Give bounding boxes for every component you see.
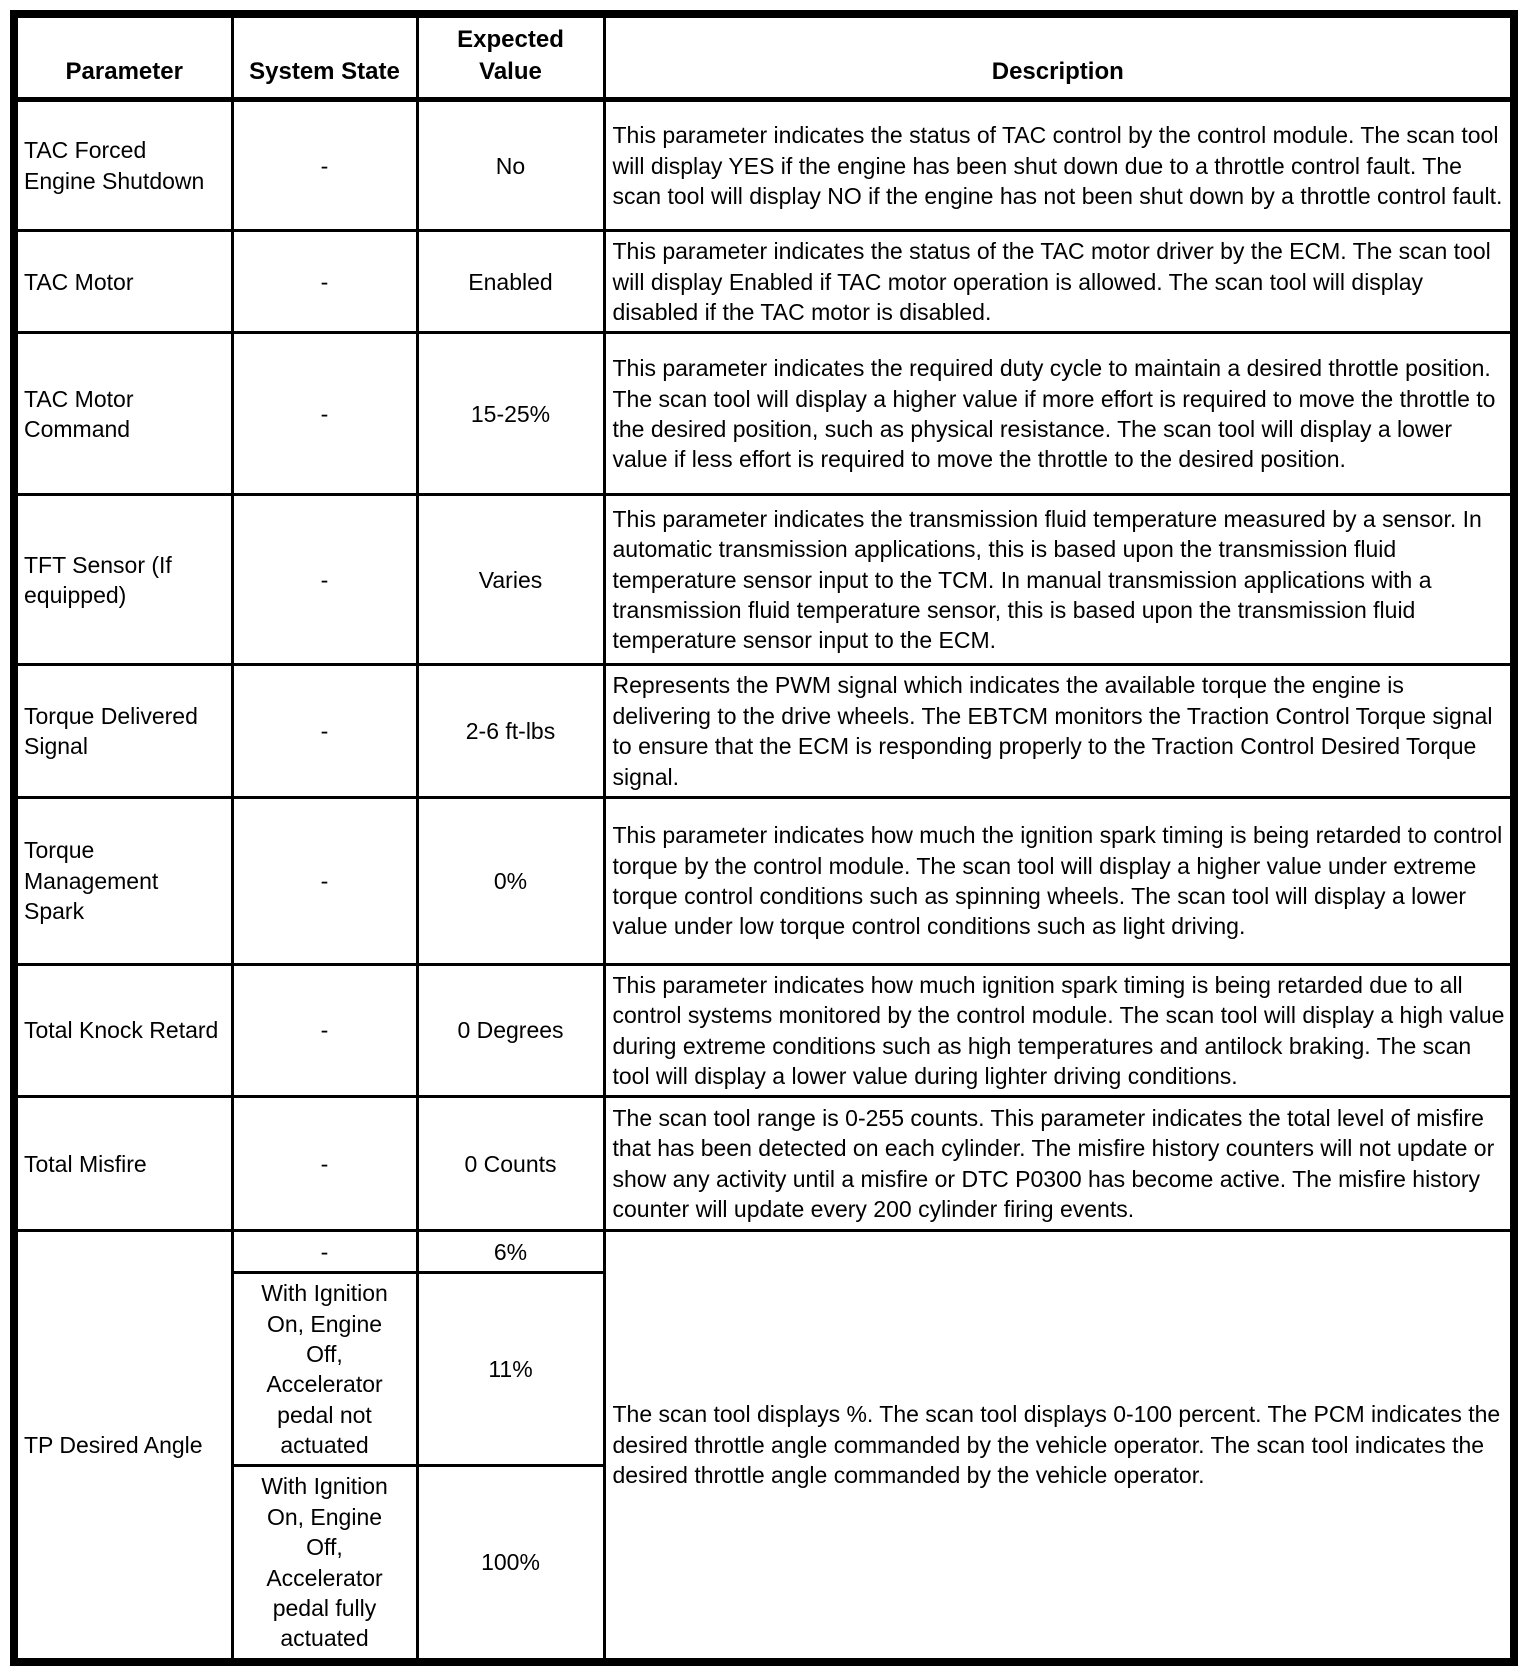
parameter-cell: TAC Motor xyxy=(14,231,232,333)
table-row xyxy=(14,665,1514,797)
table-row xyxy=(14,333,1514,495)
expected-value-cell: 0% xyxy=(417,797,604,964)
system-state-cell: - xyxy=(232,333,417,495)
expected-value-cell: Varies xyxy=(417,495,604,665)
description-cell: This parameter indicates how much ignition spark timing is being retarded due to all control systems monitored by the control module. The scan tool will display a high value during extreme conditions such as high temperatures and antilock braking. The scan tool will display a lower value during lighter driving conditions. xyxy=(604,964,1514,1096)
description-cell: This parameter indicates the status of the TAC motor driver by the ECM. The scan tool will display Enabled if TAC motor operation is allowed. The scan tool will display disabled if the TAC motor is disabled. xyxy=(604,231,1514,333)
parameter-cell: Torque Delivered Signal xyxy=(14,665,232,797)
expected-value-cell: 2-6 ft-lbs xyxy=(417,665,604,797)
col-header-description: Description xyxy=(604,14,1514,100)
description-cell: This parameter indicates the status of TAC control by the control module. The scan tool will display YES if the engine has been shut down due to a throttle control fault. The scan tool will display NO if the engine has not been shut down by a throttle control fault. xyxy=(604,100,1514,231)
parameter-cell: Torque Management Spark xyxy=(14,797,232,964)
description-cell: This parameter indicates the required duty cycle to maintain a desired throttle position. The scan tool will display a higher value if more effort is required to move the throttle to the desired position, such as physical resistance. The scan tool will display a lower value if less effort is required to move the throttle to the desired position. xyxy=(604,333,1514,495)
table-row xyxy=(14,1231,1514,1273)
table-row xyxy=(14,964,1514,1096)
parameter-cell: TAC Forced Engine Shutdown xyxy=(14,100,232,231)
table-row xyxy=(14,495,1514,665)
system-state-cell: - xyxy=(232,665,417,797)
description-cell: This parameter indicates the transmission fluid temperature measured by a sensor. In automatic transmission applications, this is based upon the transmission fluid temperature sensor input to the TCM. In manual transmission applications with a transmission fluid temperature sensor, this is based upon the transmission fluid temperature sensor input to the ECM. xyxy=(604,495,1514,665)
table-row xyxy=(14,1097,1514,1231)
expected-value-cell: 6% xyxy=(417,1231,604,1273)
system-state-cell: - xyxy=(232,1231,417,1273)
header-row xyxy=(14,14,1514,100)
parameter-cell: TP Desired Angle xyxy=(14,1231,232,1662)
system-state-cell: - xyxy=(232,964,417,1096)
system-state-cell: With Ignition On, Engine Off, Accelerator pedal fully actuated xyxy=(232,1466,417,1662)
parameter-cell: TFT Sensor (If equipped) xyxy=(14,495,232,665)
description-cell: This parameter indicates how much the ignition spark timing is being retarded to control torque by the control module. The scan tool will display a higher value under extreme torque control conditions such as spinning wheels. The scan tool will display a lower value under low torque control conditions such as light driving. xyxy=(604,797,1514,964)
system-state-cell: - xyxy=(232,1097,417,1231)
expected-value-cell: 0 Degrees xyxy=(417,964,604,1096)
col-header-system-state: System State xyxy=(232,14,417,100)
system-state-cell: - xyxy=(232,495,417,665)
expected-value-cell: 11% xyxy=(417,1273,604,1466)
system-state-cell: - xyxy=(232,231,417,333)
table-row xyxy=(14,797,1514,964)
system-state-cell: - xyxy=(232,797,417,964)
expected-value-cell: 100% xyxy=(417,1466,604,1662)
parameter-cell: TAC Motor Command xyxy=(14,333,232,495)
col-header-parameter: Parameter xyxy=(14,14,232,100)
table-row xyxy=(14,231,1514,333)
parameter-cell: Total Knock Retard xyxy=(14,964,232,1096)
expected-value-cell: No xyxy=(417,100,604,231)
expected-value-cell: 0 Counts xyxy=(417,1097,604,1231)
parameter-table xyxy=(10,10,1518,1666)
expected-value-cell: 15-25% xyxy=(417,333,604,495)
description-cell: The scan tool displays %. The scan tool displays 0-100 percent. The PCM indicates the desired throttle angle commanded by the vehicle operator. The scan tool indicates the desired throttle angle commanded by the vehicle operator. xyxy=(604,1231,1514,1662)
system-state-cell: - xyxy=(232,100,417,231)
description-cell: Represents the PWM signal which indicates the available torque the engine is delivering to the drive wheels. The EBTCM monitors the Traction Control Torque signal to ensure that the ECM is responding properly to the Traction Control Desired Torque signal. xyxy=(604,665,1514,797)
col-header-expected-value: Expected Value xyxy=(417,14,604,100)
table-row xyxy=(14,100,1514,231)
description-cell: The scan tool range is 0-255 counts. This parameter indicates the total level of misfire that has been detected on each cylinder. The misfire history counters will not update or show any activity until a misfire or DTC P0300 has become active. The misfire history counter will update every 200 cylinder firing events. xyxy=(604,1097,1514,1231)
expected-value-cell: Enabled xyxy=(417,231,604,333)
parameter-cell: Total Misfire xyxy=(14,1097,232,1231)
system-state-cell: With Ignition On, Engine Off, Accelerator pedal not actuated xyxy=(232,1273,417,1466)
